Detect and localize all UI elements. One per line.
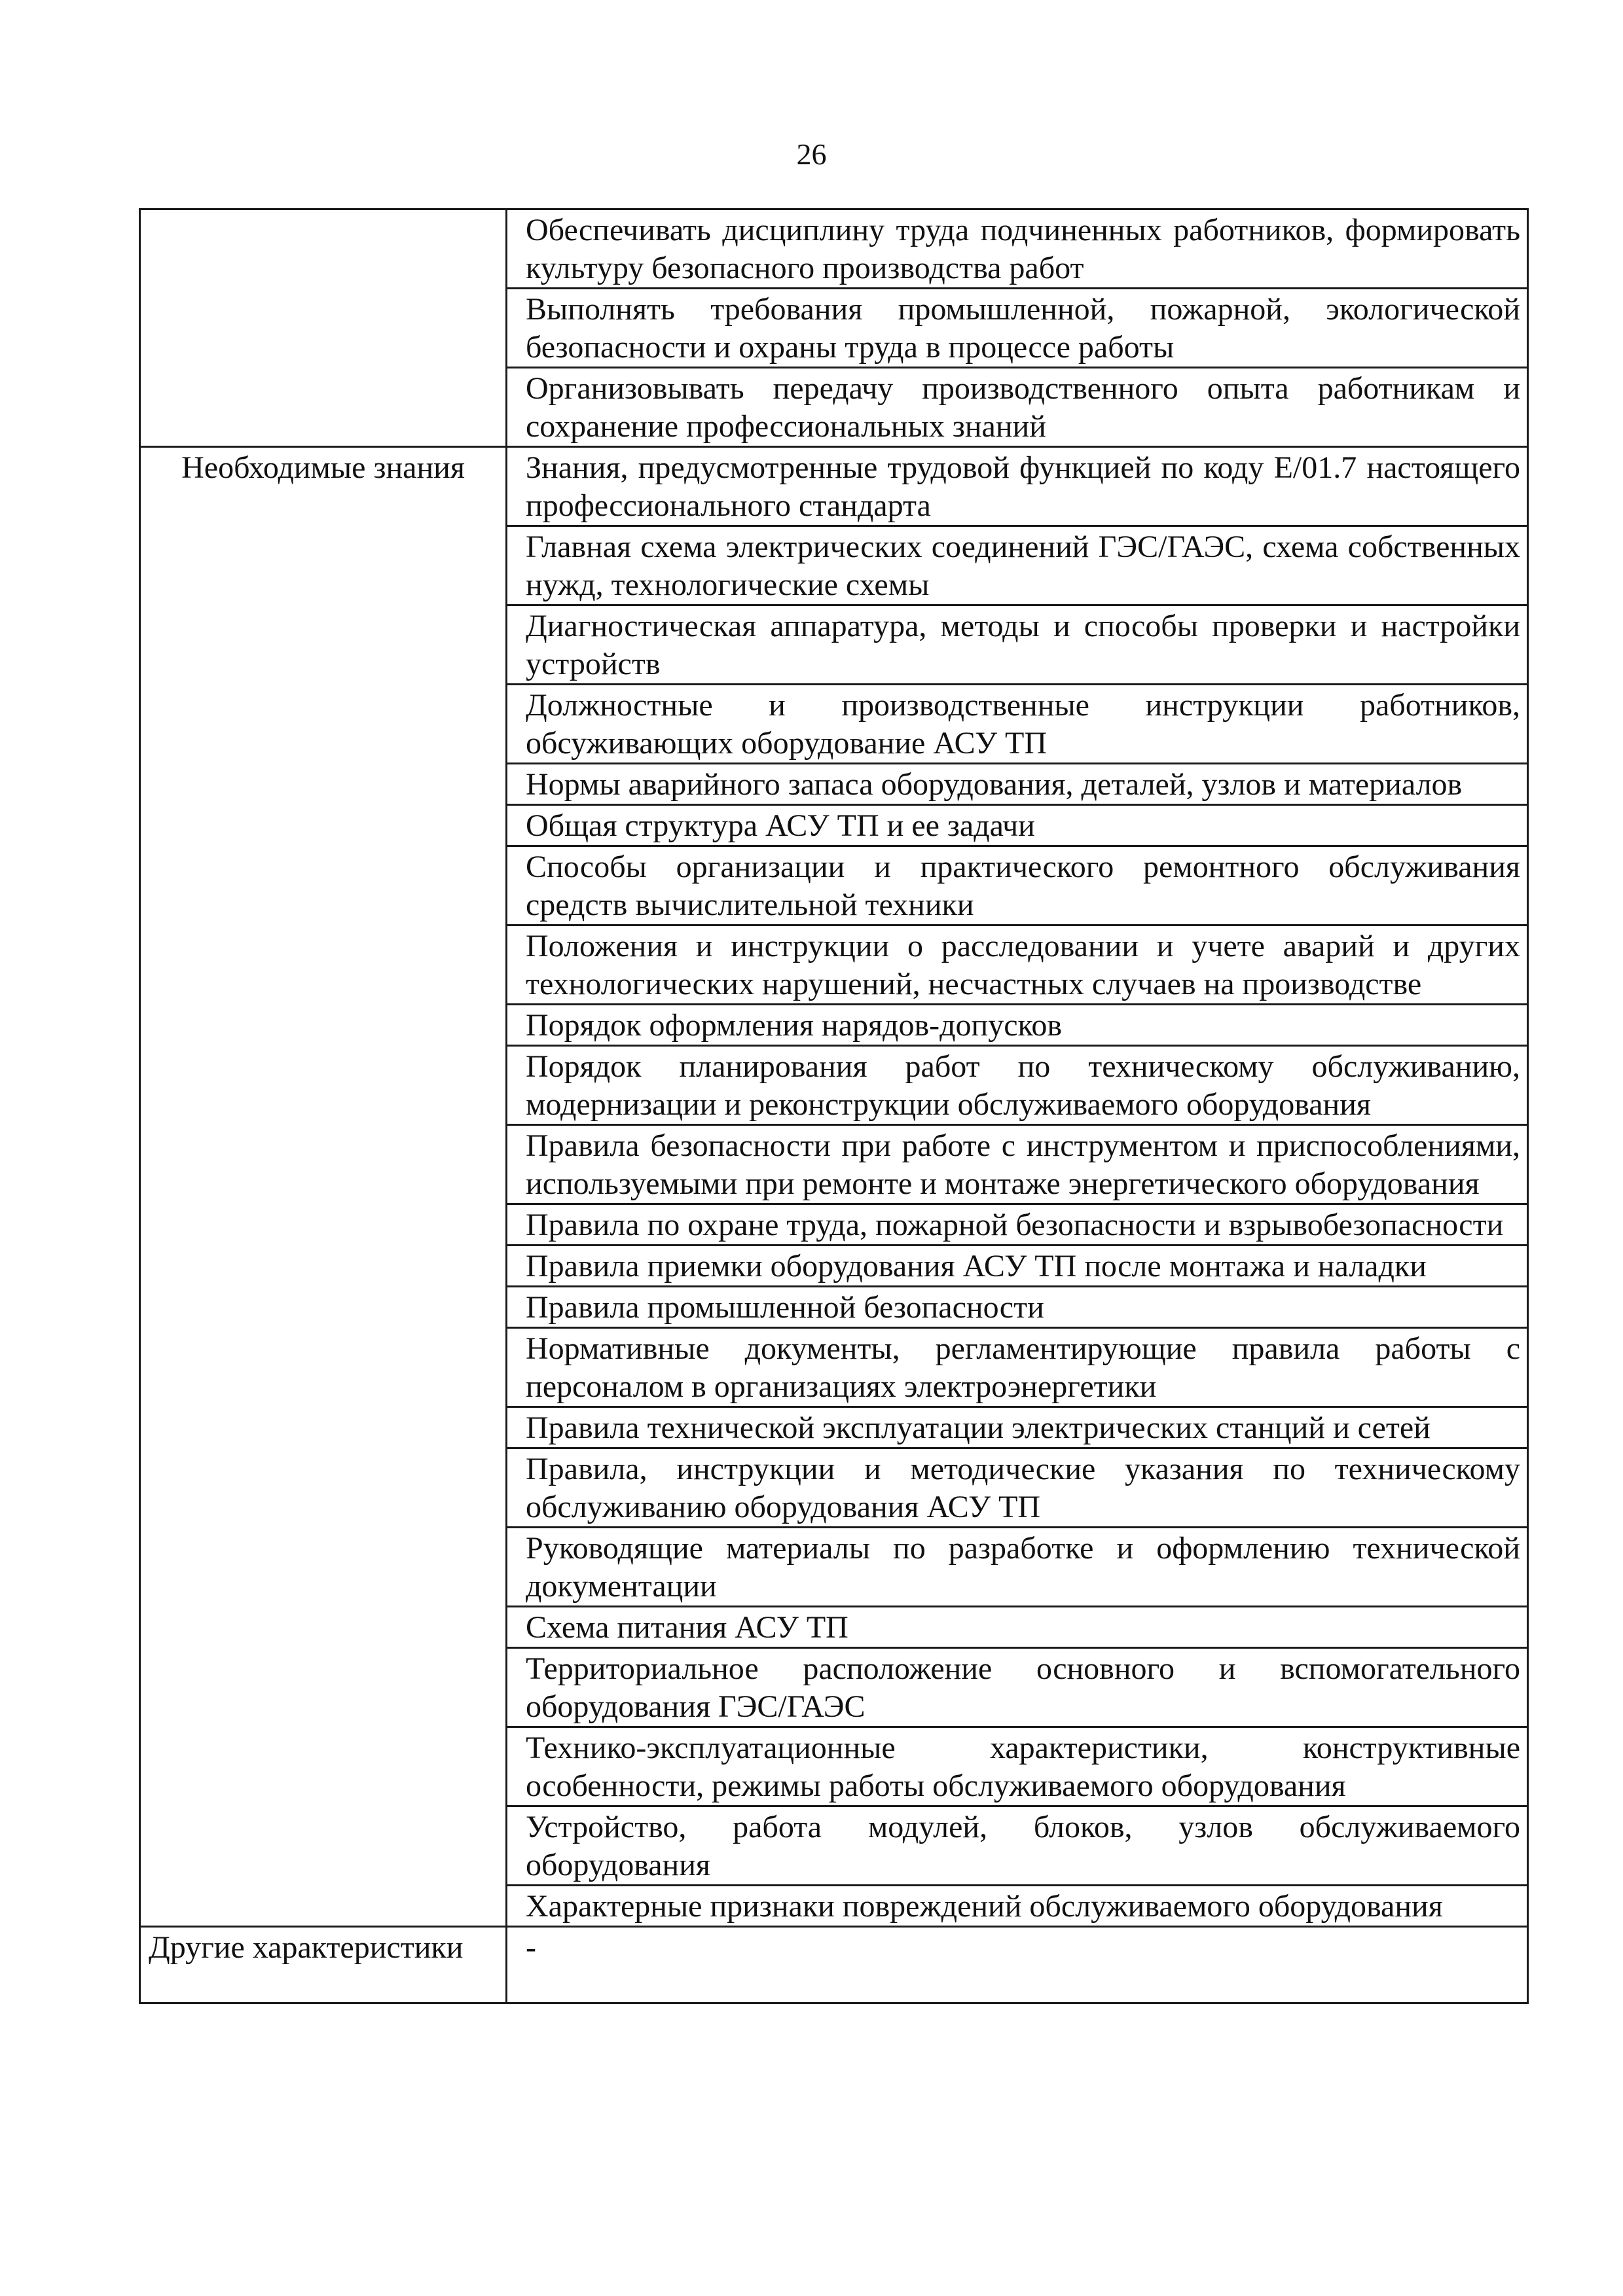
knowledge-item: Порядок планирования работ по техническому обслуживанию, модернизации и реконструкции обслуживаемого оборудования xyxy=(507,1046,1528,1125)
skills-label-cell xyxy=(140,209,507,447)
page-number: 26 xyxy=(796,137,827,171)
knowledge-item: Главная схема электрических соединений ГЭС/ГАЭС, схема собственных нужд, технологические схемы xyxy=(507,526,1528,605)
knowledge-item: Правила промышленной безопасности xyxy=(507,1287,1528,1328)
knowledge-item: Технико-эксплуатационные характеристики, конструктивные особенности, режимы работы обслуживаемого оборудования xyxy=(507,1727,1528,1806)
knowledge-item: Правила безопасности при работе с инструментом и приспособлениями, используемыми при ремонте и монтаже энергетического оборудования xyxy=(507,1125,1528,1204)
other-characteristics-label: Другие характеристики xyxy=(140,1927,507,2003)
knowledge-item: Правила приемки оборудования АСУ ТП после монтажа и наладки xyxy=(507,1246,1528,1287)
table-row xyxy=(140,209,1528,289)
other-characteristics-value: - xyxy=(507,1927,1528,2003)
knowledge-item: Устройство, работа модулей, блоков, узлов обслуживаемого оборудования xyxy=(507,1806,1528,1886)
knowledge-item: Порядок оформления нарядов-допусков xyxy=(507,1005,1528,1046)
knowledge-item: Нормативные документы, регламентирующие правила работы с персоналом в организациях электроэнергетики xyxy=(507,1328,1528,1407)
knowledge-item: Должностные и производственные инструкции работников, обсуживающих оборудование АСУ ТП xyxy=(507,685,1528,764)
knowledge-item: Знания, предусмотренные трудовой функцией по коду Е/01.7 настоящего профессионального стандарта xyxy=(507,447,1528,526)
knowledge-item: Территориальное расположение основного и вспомогательного оборудования ГЭС/ГАЭС xyxy=(507,1648,1528,1727)
table-row xyxy=(140,447,1528,526)
knowledge-label: Необходимые знания xyxy=(140,447,507,1927)
knowledge-item: Правила по охране труда, пожарной безопасности и взрывобезопасности xyxy=(507,1204,1528,1246)
skill-item: Обеспечивать дисциплину труда подчиненных работников, формировать культуру безопасного производства работ xyxy=(507,209,1528,289)
knowledge-table xyxy=(139,208,1529,2004)
skill-item: Организовывать передачу производственного опыта работникам и сохранение профессиональных знаний xyxy=(507,368,1528,447)
table-row xyxy=(140,1927,1528,2003)
knowledge-item: Положения и инструкции о расследовании и учете аварий и других технологических нарушений, несчастных случаев на производстве xyxy=(507,925,1528,1005)
knowledge-item: Способы организации и практического ремонтного обслуживания средств вычислительной техники xyxy=(507,846,1528,925)
knowledge-item: Характерные признаки повреждений обслуживаемого оборудования xyxy=(507,1886,1528,1927)
knowledge-item: Общая структура АСУ ТП и ее задачи xyxy=(507,805,1528,846)
knowledge-item: Нормы аварийного запаса оборудования, деталей, узлов и материалов xyxy=(507,764,1528,805)
knowledge-item: Схема питания АСУ ТП xyxy=(507,1607,1528,1648)
skill-item: Выполнять требования промышленной, пожарной, экологической безопасности и охраны труда в процессе работы xyxy=(507,289,1528,368)
knowledge-item: Правила технической эксплуатации электрических станций и сетей xyxy=(507,1407,1528,1448)
knowledge-item: Диагностическая аппаратура, методы и способы проверки и настройки устройств xyxy=(507,605,1528,685)
knowledge-item: Руководящие материалы по разработке и оформлению технической документации xyxy=(507,1528,1528,1607)
knowledge-item: Правила, инструкции и методические указания по техническому обслуживанию оборудования АСУ ТП xyxy=(507,1448,1528,1528)
